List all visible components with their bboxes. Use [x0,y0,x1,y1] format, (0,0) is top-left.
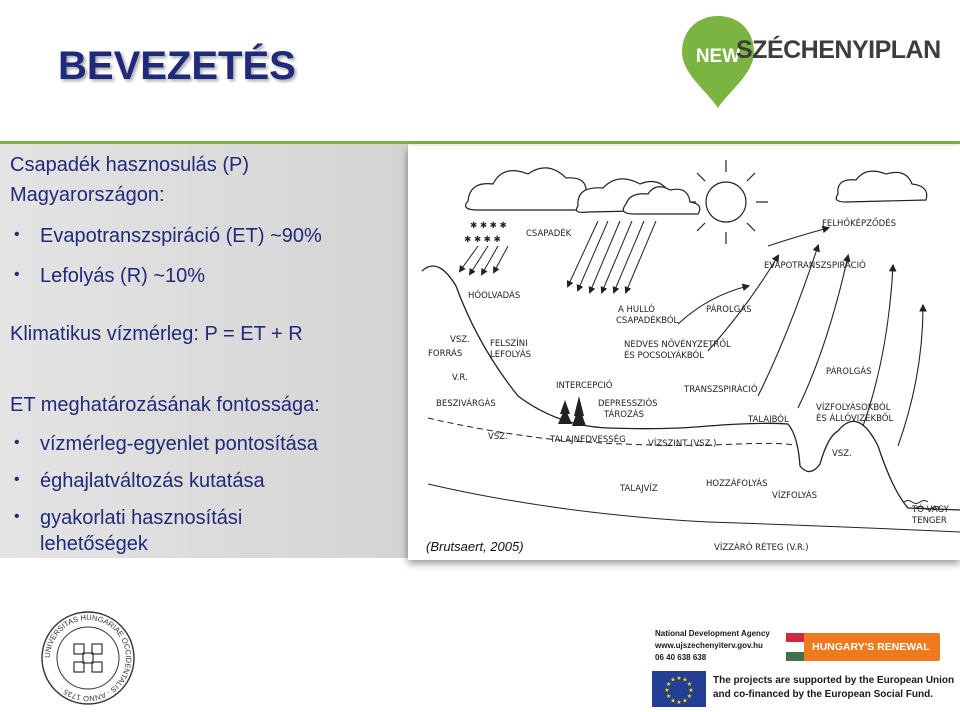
label-talajviz: TALAJVÍZ [620,484,658,494]
svg-text:★: ★ [665,693,672,700]
hungarian-flag-icon [786,633,804,661]
heading2: ET meghatározásának fontossága: [10,394,320,416]
citation: (Brutsaert, 2005) [426,539,524,554]
label-intercepcio: INTERCEPCIÓ [556,381,613,391]
label-felhokepzodes: FELHŐKÉPZŐDÉS [822,219,896,229]
agency-url: www.ujszechenyiterv.gov.hu [655,641,763,650]
tree-icon [558,396,586,426]
svg-text:★: ★ [664,687,670,694]
svg-text:UNIVERSITAS HUNGARIAE OCCIDENT [43,613,133,703]
impermeable-layer-line [428,484,960,532]
svg-text:★: ★ [688,687,694,694]
svg-text:★: ★ [686,681,693,688]
heading-line1: Csapadék hasznosulás (P) [10,154,250,176]
water-cycle-figure [408,146,960,560]
bullet-icon: • [14,508,20,525]
label-hozzafolyas: HOZZÁFOLYÁS [706,479,768,489]
svg-text:★: ★ [682,697,688,705]
equation: Klimatikus vízmérleg: P = ET + R [10,323,303,345]
bullet-eghajlat: éghajlatváltozás kutatása [40,470,265,492]
svg-text:★: ★ [676,699,682,706]
bullet-gyakorlati: gyakorlati hasznosítási [40,507,243,529]
university-seal-icon [40,610,136,706]
bullet-icon: • [14,226,20,243]
label-vizfoly-1: VÍZFOLYÁSOKBÓL [816,403,891,413]
logo-badge-text: NEW [695,46,741,67]
svg-text:★: ★ [676,675,682,682]
label-to-2: TENGER [912,516,947,526]
seal-text: UNIVERSITAS HUNGARIAE OCCIDENTALIS · ANNO 1735 · [42,612,134,704]
label-hullo-2: CSAPADÉKBÓL [616,316,679,326]
label-evapotranszspiracio: EVAPOTRANSZSPIRÁCIÓ [764,261,866,271]
logo-name: SZÉCHENYIPLAN [736,36,941,64]
label-hullo-1: A HULLÓ [618,305,655,315]
heading-line2: Magyarországon: [10,184,165,206]
bullet-r: Lefolyás (R) ~10% [40,265,206,287]
label-vizzaro: VÍZZÁRÓ RÉTEG (V.R.) [714,543,809,553]
page-title: BEVEZETÉS [58,44,296,88]
eu-line-1: The projects are supported by the European Union [713,675,955,686]
svg-text:★: ★ [670,697,676,705]
label-felszini-1: FELSZÍNI [490,339,528,349]
cloud-icon [466,168,927,214]
label-nedves-2: ÉS POCSOLYÁKBÓL [624,351,704,361]
agency-name: National Development Agency [655,629,770,638]
label-vizfoly-2: ÉS ÁLLÓVIZEKBŐL [816,414,894,424]
label-beszivargas: BESZIVÁRGÁS [436,399,496,409]
label-transzspiracio: TRANSZSPIRÁCIÓ [684,385,758,395]
svg-text:★: ★ [665,681,672,688]
eu-support-text [713,674,954,702]
label-hoolvadas: HÓOLVADÁS [468,291,521,301]
bullet-icon: • [14,471,20,488]
hungarys-renewal-badge [786,633,940,661]
bullet-gyakorlati-cont: lehetőségek [40,533,148,555]
label-vizfolyas: VÍZFOLYÁS [772,491,818,501]
label-to-1: TÓ VAGY [912,505,949,515]
snow-icon: ✱ ✱ ✱ ✱ [470,221,507,231]
label-vizszint: VÍZSZINT (VSZ.) [648,439,717,449]
renewal-text: HUNGARY'S RENEWAL [812,641,930,653]
label-parolgas-1: PÁROLGÁS [706,305,752,315]
label-forras: FORRÁS [428,349,463,359]
szechenyi-plan-logo [660,6,960,114]
bullet-vizmerleg: vízmérleg-egyenlet pontosítása [40,433,318,455]
label-vsz-1: VSZ. [450,335,470,345]
label-nedves-1: NEDVES NÖVÉNYZETRŐL [624,340,731,350]
sun-icon [684,160,768,244]
label-vr-1: V.R. [452,373,468,383]
label-depresszios-1: DEPRESSZIÓS [598,399,658,409]
label-talajbol: TALAJBÓL [748,415,789,425]
label-felszini-2: LEFOLYÁS [490,350,532,360]
text-panel [0,144,408,558]
eu-line-2: and co-financed by the European Social Fund. [713,689,934,700]
snow-icon: ✱ ✱ ✱ ✱ [464,235,501,245]
label-depresszios-2: TÁROZÁS [604,410,644,420]
bullet-icon: • [14,266,20,283]
water-cycle-diagram [408,146,960,560]
bullet-et: Evapotranszspiráció (ET) ~90% [40,225,322,247]
eu-flag-icon [652,671,706,707]
svg-text:★: ★ [670,676,676,684]
agency-info [655,628,770,664]
label-vsz-2: VSZ. [488,432,508,442]
bullet-icon: • [14,434,20,451]
svg-text:★: ★ [682,676,688,684]
label-vsz-3: VSZ. [832,449,852,459]
label-csapadek: CSAPADÉK [526,229,572,239]
svg-text:★: ★ [686,693,693,700]
label-talajnedvesseg: TALAJNEDVESSÉG [550,435,626,445]
label-parolgas-2: PÁROLGÁS [826,367,872,377]
agency-phone: 06 40 638 638 [655,653,707,662]
